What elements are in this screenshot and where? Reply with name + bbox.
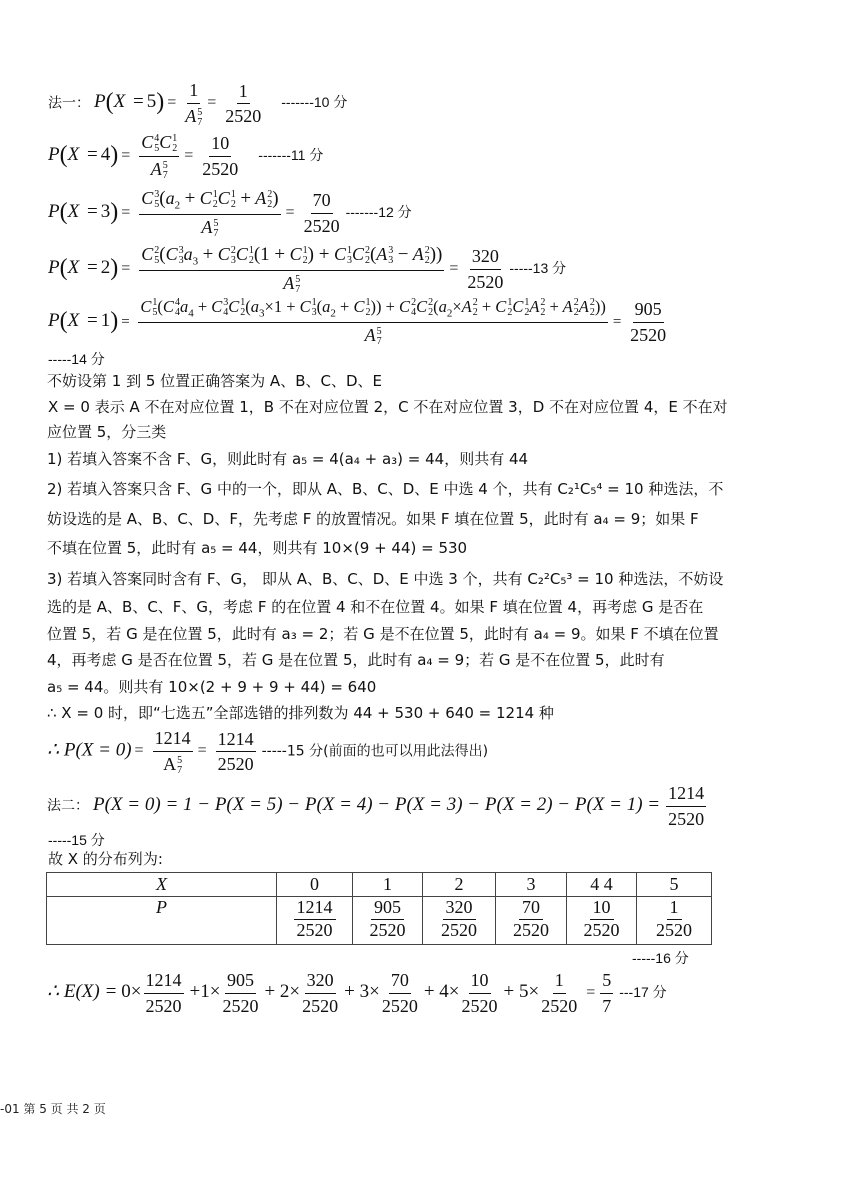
points-15-b: -----15 分 (48, 832, 105, 848)
term-frac: $\frac{70}{2520}$ (381, 970, 418, 1016)
p-value: $\frac{1214}{2520}$ (277, 897, 353, 945)
p-x2-result: $\frac{320}{2520}$ (467, 246, 504, 293)
points-16: -----16 分 (632, 950, 689, 966)
case2-line3: 不填在位置 5，此时有 a₅ = 44，则共有 10×(9 + 44) = 530 (47, 539, 468, 557)
p-x4-result: $\frac{10}{2520}$ (202, 133, 239, 179)
p-x0-result: $\frac{1214}{2520}$ (217, 728, 254, 775)
points-11: -------11 分 (258, 147, 324, 164)
case3-line1: 3) 若填入答案同时含有 F、G， 即从 A、B、C、D、E 中选 3 个，共有 C₂²C₅³ = 10 种选法，不妨设 (47, 570, 724, 588)
p-x1-result: $\frac{905}{2520}$ (630, 299, 667, 345)
p-x4-expr: C 4 5 C 1 2 A 5 7 (141, 132, 178, 181)
points-12: -------12 分 (345, 204, 412, 221)
assumption-text: 不妨设第 1 到 5 位置正确答案为 A、B、C、D、E (47, 372, 382, 390)
distribution-table (46, 872, 712, 945)
term-coef: 0× (121, 980, 142, 1002)
case3-line3: 位置 5，若 G 是在位置 5，此时有 a₃ = 2；若 G 是不在位置 5，此时有 a₄ = 9。如果 F 不填在位置 (47, 625, 719, 643)
p-value: $\frac{905}{2520}$ (353, 897, 423, 945)
total-count-text: ∴ X = 0 时，即“七选五”全部选错的排列数为 44 + 530 + 640 = 1214 种 (47, 704, 554, 722)
term-coef: + 3× (344, 980, 380, 1002)
p-x4-lhs: P(X = 4) (48, 142, 119, 169)
expectation-line: ∴ E(X) = 0× $\frac{1214}{2520}$ +1× $\frac{905}{2520}$ + 2× $\frac{320}{2520}$ + 3× $\frac{70}{2520}$ + 4× $\frac{10}{2520}$ + 5× $\frac{1}{2520}$ = $\frac{5}{7}$ ---17 分 (47, 970, 667, 1016)
method2-result: $\frac{1214}{2520}$ (668, 783, 705, 829)
term-frac: $\frac{320}{2520}$ (302, 970, 339, 1016)
p-value: $\frac{10}{2520}$ (567, 897, 637, 945)
points-13: -----13 分 (509, 260, 567, 277)
x-value: 4 4 (567, 873, 637, 897)
case2-line2: 妨设选的是 A、B、C、D、F，先考虑 F 的放置情况。如果 F 填在位置 5，此时有 a₄ = 9；如果 F (47, 510, 699, 528)
x0-meaning-line2: 应位置 5，分三类 (47, 423, 167, 441)
x-header: X (47, 873, 277, 897)
p-x1-line: P(X = 1) = C 1 5 (C 4 4 $a_4 + C$ 3 4 C 1 2 ($a_3\times 1 + C$ 1 3 ($a_2 + C$ 1 2 )) + C 2 4 C 2 2 ($a_2\times A$ 2 2 + C 1 2 C 1 2 A 2 2 + A 2 2 A 2 2 )) A 5 7 = $\frac{905}{2520}$ (48, 297, 667, 347)
distribution-caption: 故 X 的分布列为: (48, 850, 163, 868)
term-coef: + 2× (264, 980, 301, 1002)
x-row (47, 873, 712, 897)
p-x0-expr: 1214 A 5 7 (154, 728, 191, 776)
p-x4-line: P(X = 4) = C 4 5 C 1 2 A 5 7 = $\frac{10}{2520}$ -------11 分 (48, 132, 324, 181)
term-coef: + 4× (423, 980, 460, 1002)
term-coef: + 5× (503, 980, 540, 1002)
method2-line (47, 783, 708, 829)
p-x3-line: P(X = 3) = C 3 5 ($a_2 + C$ 1 2 C 1 2 + A 2 2 ) A 5 7 = $\frac{70}{2520}$ -------12 分 (48, 188, 412, 240)
method2-expr: P(X = 0) = 1 − P(X = 5) − P(X = 4) − P(X = 3) − P(X = 2) − P(X = 1) = (93, 793, 661, 815)
p-x5-expr: 1 A 5 7 (185, 80, 203, 128)
p-x0-line: ∴ P(X = 0) = 1214 A 5 7 = $\frac{1214}{2520}$ -----15 分(前面的也可以用此法得出) (47, 728, 489, 776)
p-x3-lhs: P(X = 3) (48, 199, 119, 226)
p-x2-lhs: P(X = 2) (48, 255, 119, 282)
p-value: $\frac{320}{2520}$ (423, 897, 496, 945)
p-header: P (47, 897, 277, 945)
p-x0-lhs: ∴ P(X = 0) (47, 739, 132, 761)
p-x1-lhs: P(X = 1) (48, 307, 119, 334)
case3-line4: 4，再考虑 G 是否在位置 5，若 G 是在位置 5，此时有 a₄ = 9；若 G 是不在位置 5，此时有 (47, 651, 665, 669)
p-x5-line: 法一： P(X = 5) = 1 A 5 7 = $\frac{1}{2520}$ -------10 分 (48, 80, 348, 128)
p-x3-expr: C 3 5 ($a_2 + C$ 1 2 C 1 2 + A 2 2 ) A 5 7 (141, 188, 279, 240)
x-value: 2 (423, 873, 496, 897)
p-value: $\frac{70}{2520}$ (496, 897, 567, 945)
x-value: 5 (637, 873, 712, 897)
x-value: 1 (353, 873, 423, 897)
case3-line5: a₅ = 44。则共有 10×(2 + 9 + 9 + 44) = 640 (47, 678, 377, 696)
expectation-lhs: ∴ E(X) = (47, 980, 118, 1002)
case1-text: 1) 若填入答案不含 F、G，则此时有 a₅ = 4(a₄ + a₃) = 44，则共有 44 (47, 450, 529, 468)
p-x5-lhs: P(X = 5) (94, 89, 165, 116)
points-14: -----14 分 (48, 351, 105, 367)
p-value: $\frac{1}{2520}$ (637, 897, 712, 945)
p-x1-expr: C 1 5 (C 4 4 $a_4 + C$ 3 4 C 1 2 ($a_3\times 1 + C$ 1 3 ($a_2 + C$ 1 2 )) + C 2 4 C 2 2 ($a_2\times A$ 2 2 + C 1 2 C 1 2 A 2 2 + A 2 2 A 2 2 )) A 5 7 (140, 297, 606, 347)
case3-line2: 选的是 A、B、C、F、G，考虑 F 的在位置 4 和不在位置 4。如果 F 填在位置 4，再考虑 G 是否在 (47, 598, 704, 616)
p-x2-line: P(X = 2) = C 2 5 (C 3 3 $a_3 + C$ 2 3 C 1 2 (1 + C 1 2 ) + C 1 3 C 2 2 (A 3 3 − A 2 2 )) A 5 7 = $\frac{320}{2520}$ -----13 分 (48, 244, 567, 296)
x-value: 3 (496, 873, 567, 897)
method2-label: 法二： (47, 797, 89, 814)
term-frac: $\frac{1}{2520}$ (541, 970, 578, 1016)
term-frac: $\frac{905}{2520}$ (222, 970, 259, 1016)
term-frac: $\frac{1214}{2520}$ (145, 970, 182, 1016)
term-coef: +1× (189, 980, 221, 1002)
points-15-a: -----15 分(前面的也可以用此法得出) (261, 743, 489, 760)
term-frac: $\frac{10}{2520}$ (461, 970, 498, 1016)
x0-meaning-line1: X = 0 表示 A 不在对应位置 1，B 不在对应位置 2，C 不在对应位置 3，D 不在对应位置 4，E 不在对 (48, 398, 728, 416)
page-footer: -01 第 5 页 共 2 页 (0, 1102, 106, 1116)
p-x5-result: $\frac{1}{2520}$ (225, 80, 262, 127)
expectation-result: $\frac{5}{7}$ (602, 970, 612, 1016)
method1-label: 法一： (48, 95, 90, 112)
points-10: -------10 分 (281, 94, 348, 111)
points-17: ---17 分 (619, 983, 667, 1000)
p-row (47, 897, 712, 945)
x-value: 0 (277, 873, 353, 897)
p-x2-expr: C 2 5 (C 3 3 $a_3 + C$ 2 3 C 1 2 (1 + C 1 2 ) + C 1 3 C 2 2 (A 3 3 − A 2 2 )) A 5 7 (141, 244, 443, 296)
case2-line1: 2) 若填入答案只含 F、G 中的一个，即从 A、B、C、D、E 中选 4 个，共有 C₂¹C₅⁴ = 10 种选法，不 (47, 480, 724, 498)
p-x3-result: $\frac{70}{2520}$ (303, 190, 340, 237)
